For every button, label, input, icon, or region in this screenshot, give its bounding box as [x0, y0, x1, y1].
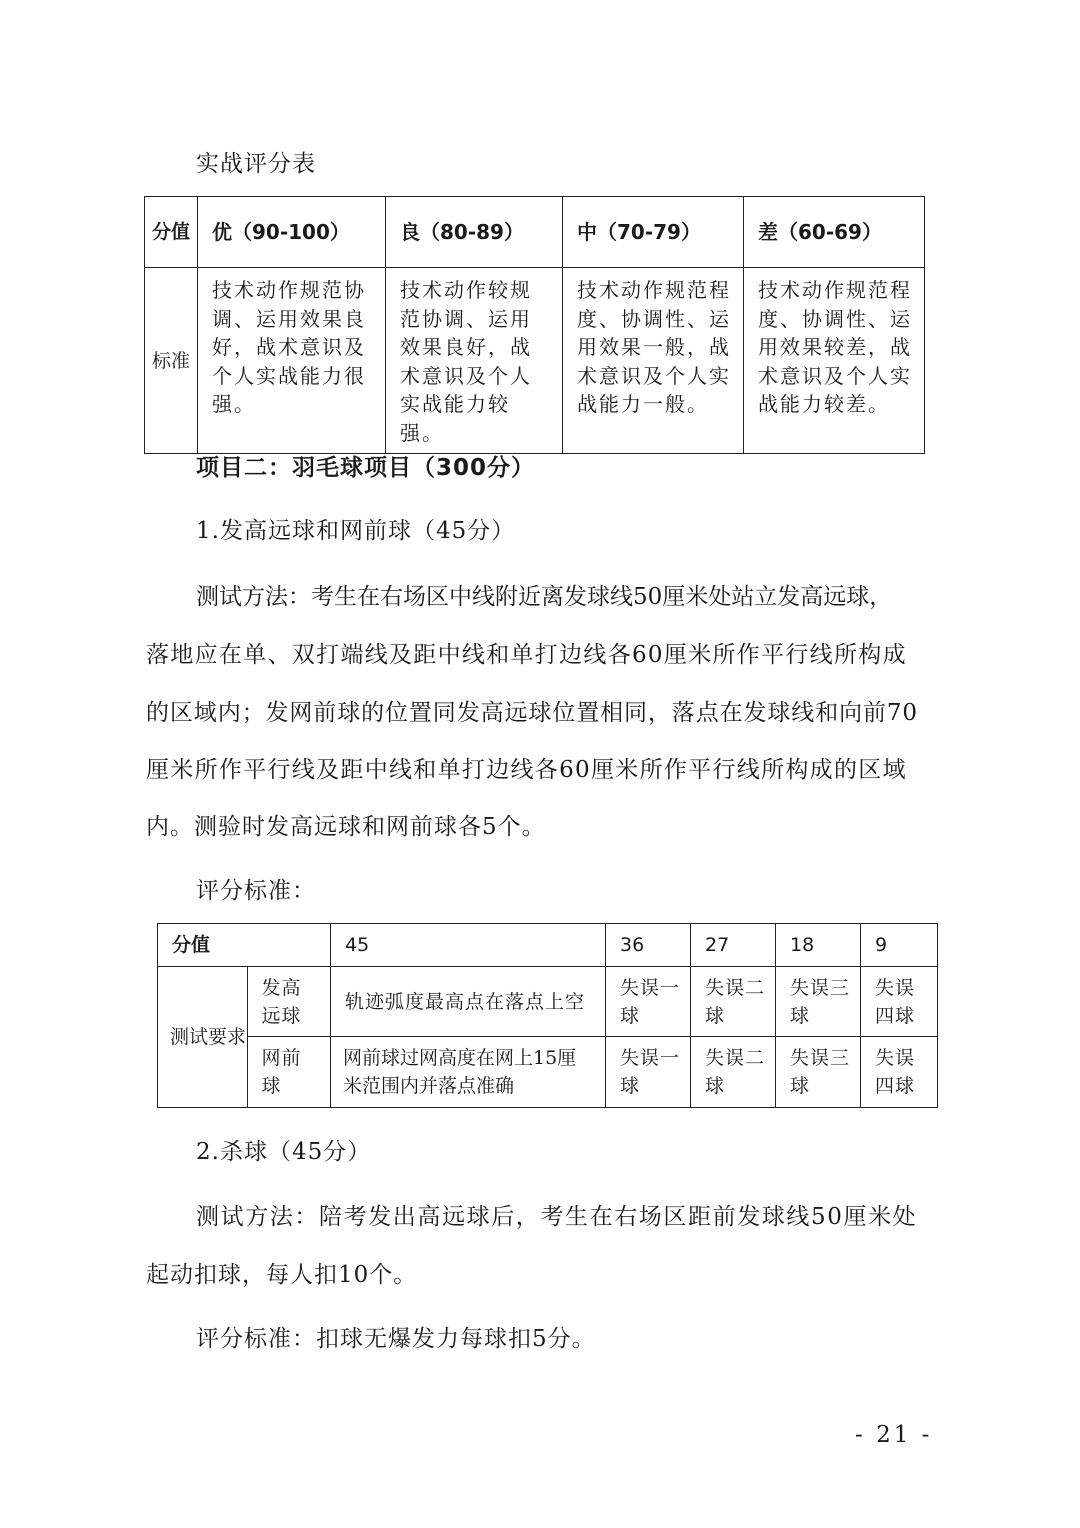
header-cell: 45 — [331, 924, 606, 967]
header-cell: 分值 — [158, 924, 331, 967]
table-cell: 技术动作规范协调、运用效果良好，战术意识及个人实战能力很强。 — [198, 268, 386, 454]
header-cell: 9 — [861, 924, 938, 967]
item-title: 2.杀球（45分） — [196, 1139, 372, 1165]
section-title-scoring-table: 实战评分表 — [196, 151, 316, 177]
paragraph-line: 的区域内；发网前球的位置同发高远球位置相同，落点在发球线和向前70 — [146, 700, 918, 726]
page-number: - 21 - — [855, 1422, 933, 1448]
header-cell: 27 — [691, 924, 776, 967]
table-cell: 失误二球 — [691, 1037, 776, 1108]
table-cell: 技术动作规范程度、协调性、运用效果一般，战术意识及个人实战能力一般。 — [563, 268, 744, 454]
header-cell: 36 — [606, 924, 691, 967]
header-cell: 良（80-89） — [386, 197, 563, 268]
header-cell: 差（60-69） — [744, 197, 925, 268]
item-title: 1.发高远球和网前球（45分） — [196, 518, 516, 544]
paragraph-line: 起动扣球，每人扣10个。 — [146, 1262, 418, 1288]
serve-scoring-table — [157, 923, 938, 1108]
row-label: 标准 — [145, 268, 198, 454]
table-row — [158, 967, 938, 1037]
paragraph-line: 测试方法：陪考发出高远球后，考生在右场区距前发球线50厘米处 — [196, 1204, 918, 1230]
group-label: 测试要求 — [158, 967, 248, 1108]
table-cell: 失误一球 — [606, 967, 691, 1037]
table-header-row — [158, 924, 938, 967]
table-cell: 失误四球 — [861, 967, 938, 1037]
table-header-row — [145, 197, 925, 268]
paragraph-line: 内。测验时发高远球和网前球各5个。 — [146, 814, 546, 840]
project-heading: 项目二：羽毛球项目（300分） — [196, 455, 536, 481]
scoring-text: 评分标准：扣球无爆发力每球扣5分。 — [196, 1326, 596, 1352]
combat-scoring-table — [144, 196, 925, 454]
table-row — [145, 268, 925, 454]
table-cell: 技术动作较规范协调、运用效果良好，战术意识及个人实战能力较强。 — [386, 268, 563, 454]
table-cell: 失误二球 — [691, 967, 776, 1037]
table-row — [158, 1037, 938, 1108]
header-cell: 分值 — [145, 197, 198, 268]
requirement-cell: 轨迹弧度最高点在落点上空 — [331, 967, 606, 1037]
row-label: 发高远球 — [247, 967, 330, 1037]
requirement-cell: 网前球过网高度在网上15厘米范围内并落点准确 — [331, 1037, 606, 1108]
scoring-label: 评分标准： — [196, 878, 316, 904]
header-cell: 中（70-79） — [563, 197, 744, 268]
paragraph-line: 落地应在单、双打端线及距中线和单打边线各60厘米所作平行线所构成 — [146, 642, 907, 668]
table-cell: 技术动作规范程度、协调性、运用效果较差，战术意识及个人实战能力较差。 — [744, 268, 925, 454]
header-cell: 优（90-100） — [198, 197, 386, 268]
header-cell: 18 — [776, 924, 861, 967]
table-cell: 失误三球 — [776, 967, 861, 1037]
paragraph-line: 测试方法：考生在右场区中线附近离发球线50厘米处站立发高远球， — [196, 584, 893, 610]
table-cell: 失误一球 — [606, 1037, 691, 1108]
paragraph-line: 厘米所作平行线及距中线和单打边线各60厘米所作平行线所构成的区域 — [146, 757, 907, 783]
table-cell: 失误三球 — [776, 1037, 861, 1108]
row-label: 网前球 — [247, 1037, 330, 1108]
table-cell: 失误四球 — [861, 1037, 938, 1108]
